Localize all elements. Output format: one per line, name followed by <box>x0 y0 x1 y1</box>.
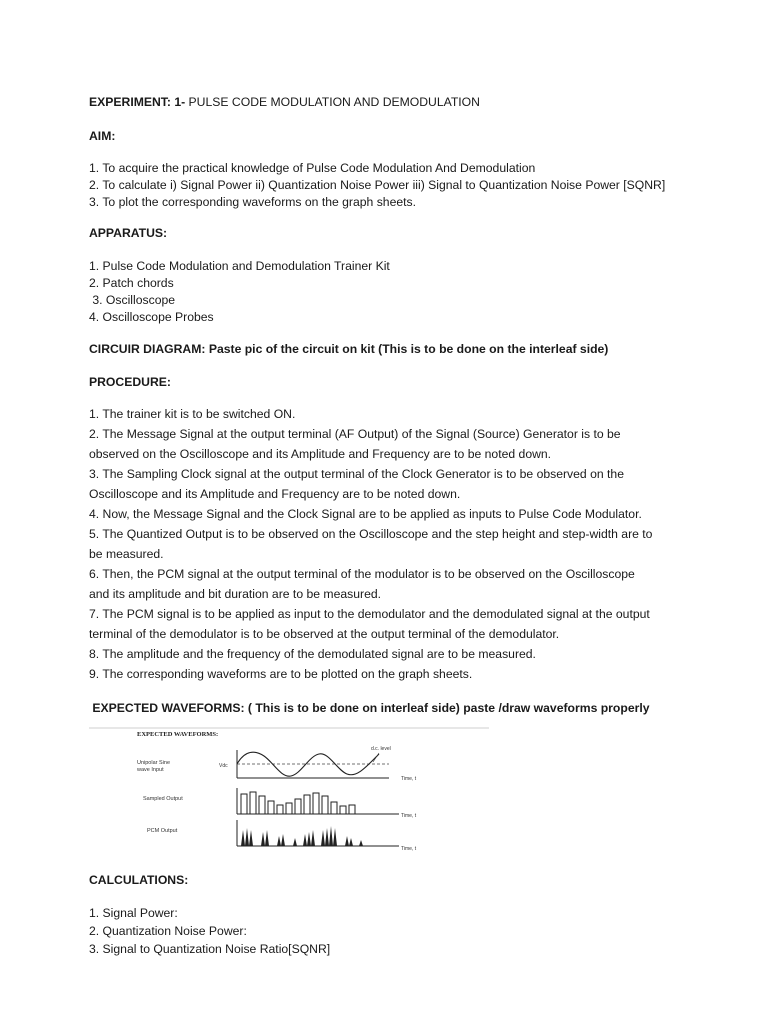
apparatus-item: 4. Oscilloscope Probes <box>89 310 214 324</box>
aim-item: 3. To plot the corresponding waveforms on the graph sheets. <box>89 195 417 209</box>
procedure-line: and its amplitude and bit duration are to be measured. <box>89 587 382 601</box>
calculations-heading: CALCULATIONS: <box>89 873 189 887</box>
experiment-name: PULSE CODE MODULATION AND DEMODULATION <box>185 95 480 109</box>
figure-title: EXPECTED WAVEFORMS: <box>137 731 219 738</box>
procedure-heading: PROCEDURE: <box>89 375 171 389</box>
row3-label: PCM Output <box>147 828 178 834</box>
procedure-line: be measured. <box>89 547 164 561</box>
procedure-line: terminal of the demodulator is to be observed at the output terminal of the demodulator. <box>89 627 560 641</box>
procedure-line: 2. The Message Signal at the output terminal (AF Output) of the Signal (Source) Generator is to be <box>89 427 621 441</box>
vdc-label: Vdc <box>219 763 228 769</box>
calculations-list <box>89 903 689 959</box>
procedure-list <box>89 404 729 684</box>
time-label-2: Time, t <box>401 813 417 819</box>
time-label-3: Time, t <box>401 846 417 852</box>
procedure-line: 1. The trainer kit is to be switched ON. <box>89 407 296 421</box>
circuit-heading: CIRCUIR DIAGRAM: Paste pic of the circuit on kit (This is to be done on the interleaf side) <box>89 342 609 356</box>
procedure-line: 6. Then, the PCM signal at the output terminal of the modulator is to be observed on the Oscilloscope <box>89 567 635 581</box>
expected-waveforms-figure <box>89 726 489 854</box>
aim-list <box>89 158 689 212</box>
procedure-line: 3. The Sampling Clock signal at the output terminal of the Clock Generator is to be observed on the <box>89 467 624 481</box>
apparatus-item: 2. Patch chords <box>89 276 174 290</box>
aim-item: 2. To calculate i) Signal Power ii) Quantization Noise Power iii) Signal to Quantization Noise Power [SQNR] <box>89 178 666 192</box>
procedure-line: 4. Now, the Message Signal and the Clock Signal are to be applied as inputs to Pulse Code Modulator. <box>89 507 642 521</box>
apparatus-item: 3. Oscilloscope <box>89 293 176 307</box>
aim-heading: AIM: <box>89 129 116 143</box>
procedure-line: 9. The corresponding waveforms are to be plotted on the graph sheets. <box>89 667 473 681</box>
apparatus-item: 1. Pulse Code Modulation and Demodulation Trainer Kit <box>89 259 390 273</box>
procedure-line: observed on the Oscilloscope and its Amplitude and Frequency are to be noted down. <box>89 447 552 461</box>
calculation-item: 2. Quantization Noise Power: <box>89 924 247 938</box>
apparatus-list <box>89 256 689 327</box>
time-label-1: Time, t <box>401 776 417 782</box>
row2-label: Sampled Output <box>143 796 183 802</box>
aim-item: 1. To acquire the practical knowledge of Pulse Code Modulation And Demodulation <box>89 161 536 175</box>
procedure-line: 7. The PCM signal is to be applied as input to the demodulator and the demodulated signal at the output <box>89 607 650 621</box>
experiment-title <box>89 92 689 112</box>
apparatus-heading: APPARATUS: <box>89 226 168 240</box>
experiment-label: EXPERIMENT: 1- <box>89 95 186 109</box>
procedure-line: 5. The Quantized Output is to be observed on the Oscilloscope and the step height and step-width are to <box>89 527 653 541</box>
dc-level-label: d.c. level <box>371 746 391 752</box>
procedure-line: 8. The amplitude and the frequency of the demodulated signal are to be measured. <box>89 647 536 661</box>
expected-waveforms-heading: EXPECTED WAVEFORMS: ( This is to be done on interleaf side) paste /draw waveforms properly <box>89 701 650 715</box>
calculation-item: 1. Signal Power: <box>89 906 178 920</box>
row1-label-a: Unipolar Sine <box>137 760 171 766</box>
row1-label-b: wave Input <box>137 767 164 773</box>
calculation-item: 3. Signal to Quantization Noise Ratio[SQNR] <box>89 942 331 956</box>
waveform-diagram <box>89 726 489 854</box>
procedure-line: Oscilloscope and its Amplitude and Frequency are to be noted down. <box>89 487 461 501</box>
